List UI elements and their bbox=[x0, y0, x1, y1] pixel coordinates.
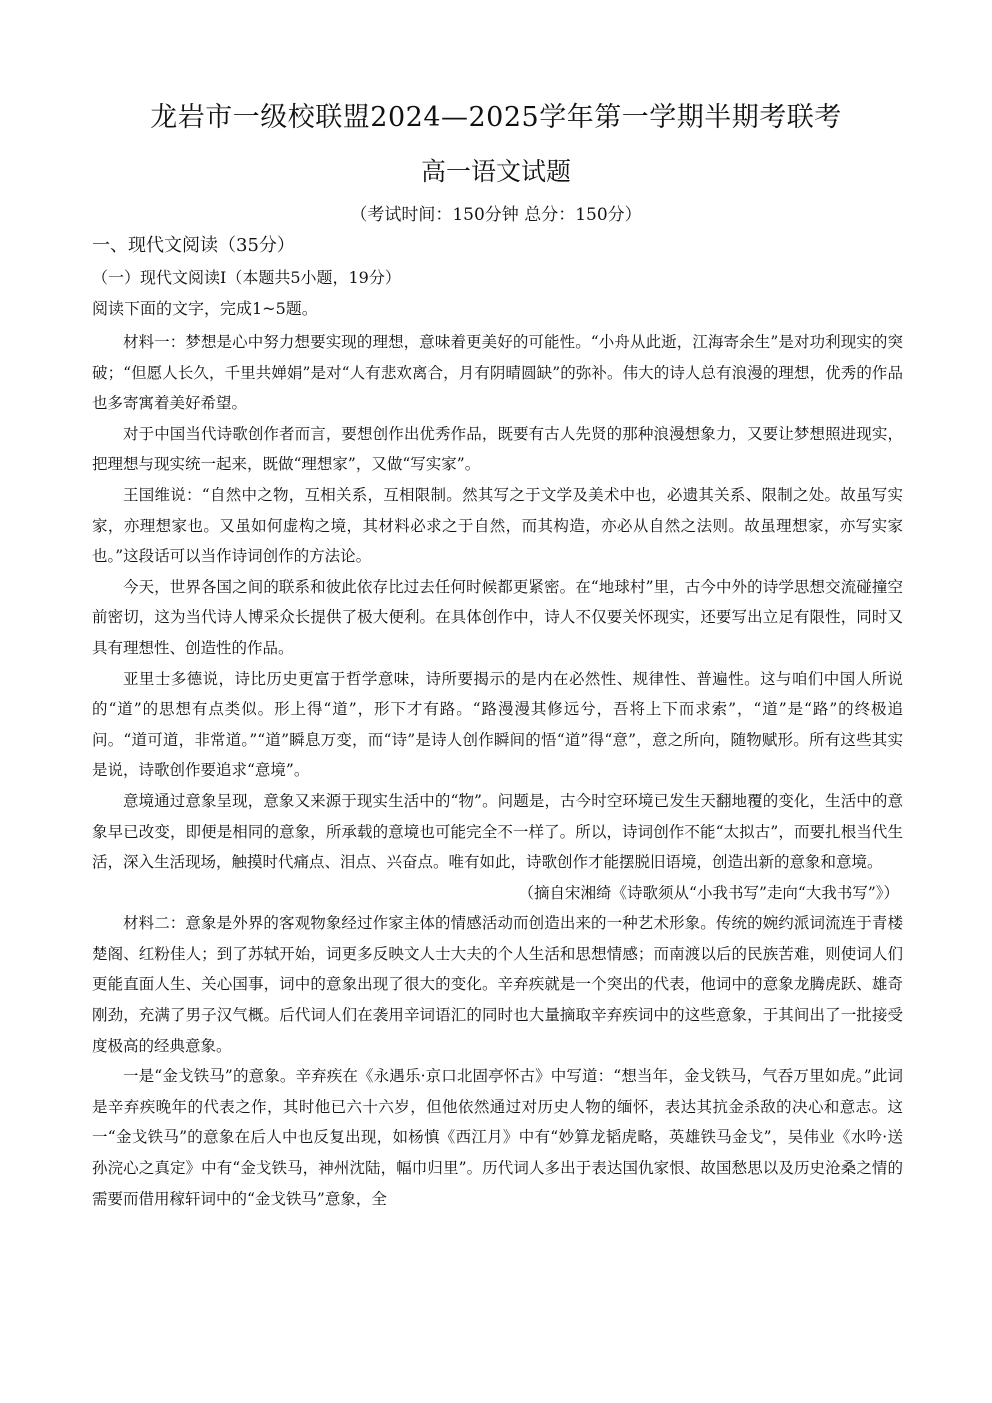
exam-info: （考试时间：150分钟 总分：150分） bbox=[350, 205, 642, 225]
paragraph: 意境通过意象呈现，意象又来源于现实生活中的“物”。问题是，古今时空环境已发生天翻地覆的变化，生活中的意象早已改变，即便是相同的意象，所承载的意境也可能完全不一样了。所以，诗词创作不能“太拟古”，而要扎根当代生活，深入生活现场，触摸时代痛点、泪点、兴奋点。唯有如此，诗歌创作才能摆脱旧语境，创造出新的意象和意境。 bbox=[92, 791, 903, 872]
paragraph: 今天，世界各国之间的联系和彼此依存比过去任何时候都更紧密。在“地球村”里，古今中外的诗学思想交流碰撞空前密切，这为当代诗人博采众长提供了极大便利。在具体创作中，诗人不仅要关怀现实，还要写出立足有限性，同时又具有理想性、创造性的作品。 bbox=[92, 577, 903, 657]
section-heading: 一、现代文阅读（35分） bbox=[92, 235, 295, 256]
exam-subtitle: 高一语文试题 bbox=[420, 157, 571, 186]
exam-title: 龙岩市一级校联盟2024—2025学年第一学期半期考联考 bbox=[150, 102, 842, 133]
paragraph: 亚里士多德说，诗比历史更富于哲学意味，诗所要揭示的是内在必然性、规律性、普遍性。这与咱们中国人所说的“道”的思想有点类似。形上得“道”，形下才有路。“路漫漫其修远兮，吾将上下而求索”，“道”是“路”的终极追问。“道可道，非常道。”“道”瞬息万变，而“诗”是诗人创作瞬间的悟“道”得“意”，意之所向，随物赋形。所有这些其实是说，诗歌创作要追求“意境”。 bbox=[92, 669, 903, 780]
source-citation: （摘自宋湘绮《诗歌须从“小我书写”走向“大我书写”》） bbox=[518, 883, 899, 902]
reading-instruction: 阅读下面的文字，完成1~5题。 bbox=[92, 299, 318, 318]
paragraph: 一是“金戈铁马”的意象。辛弃疾在《永遇乐·京口北固亭怀古》中写道：“想当年，金戈铁马，气吞万里如虎。”此词是辛弃疾晚年的代表之作，其时他已六十六岁，但他依然通过对历史人物的缅怀，表达其抗金杀敌的决心和意志。这一“金戈铁马”的意象在后人中也反复出现，如杨慎《西江月》中有“妙算龙韬虎略，英雄铁马金戈”，吴伟业《水吟·送孙浣心之真定》中有“金戈铁马，神州沈陆，幅巾归里”。历代词人多出于表达国仇家恨、故国愁思以及历史沧桑之情的需要而借用稼轩词中的“金戈铁马”意象，全 bbox=[92, 1067, 903, 1208]
paragraph-material-one: 材料一：梦想是心中努力想要实现的理想，意味着更美好的可能性。“小舟从此逝，江海寄余生”是对功利现实的突破；“但愿人长久，千里共婵娟”是对“人有悲欢离合，月有阴晴圆缺”的弥补。伟大的诗人总有浪漫的理想，优秀的作品也多寄寓着美好希望。 bbox=[92, 333, 903, 413]
reading-passage bbox=[92, 327, 903, 1214]
paragraph: 对于中国当代诗歌创作者而言，要想创作出优秀作品，既要有古人先贤的那种浪漫想象力，又要让梦想照进现实，把理想与现实统一起来，既做“理想家”，又做“写实家”。 bbox=[92, 424, 903, 474]
paragraph: 王国维说：“自然中之物，互相关系，互相限制。然其写之于文学及美术中也，必遗其关系、限制之处。故虽写实家，亦理想家也。又虽如何虚构之境，其材料必求之于自然，而其构造，亦必从自然之法则。故虽理想家，亦写实家也。”这段话可以当作诗词创作的方法论。 bbox=[92, 485, 903, 566]
sub-section-heading: （一）现代文阅读I（本题共5小题，19分） bbox=[92, 268, 401, 287]
paragraph-material-two: 材料二：意象是外界的客观物象经过作家主体的情感活动而创造出来的一种艺术形象。传统的婉约派词流连于青楼楚阁、红粉佳人；到了苏轼开始，词更多反映文人士大夫的个人生活和思想情感；而南渡以后的民族苦难，则使词人们更能直面人生、关心国事，词中的意象出现了很大的变化。辛弃疾就是一个突出的代表，他词中的意象龙腾虎跃、雄奇刚劲，充满了男子汉气概。后代词人们在袭用辛词语汇的同时也大量摘取辛弃疾词中的这些意象，于其间出了一批接受度极高的经典意象。 bbox=[92, 914, 903, 1055]
